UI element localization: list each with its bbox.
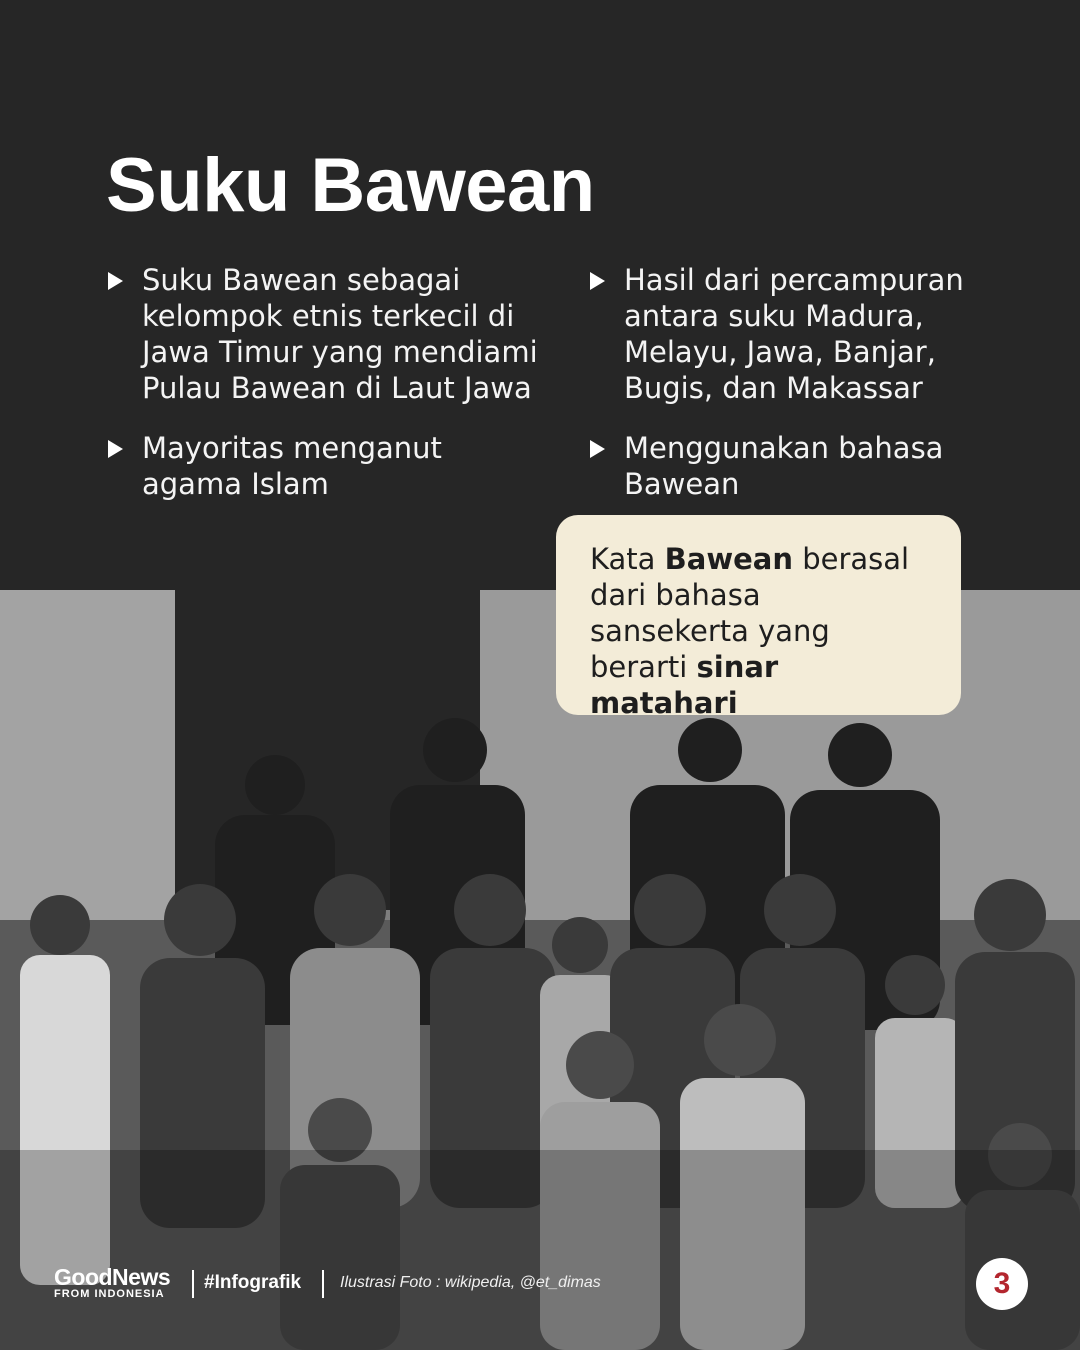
list-item [106, 430, 546, 502]
brand-logo: GoodNews [54, 1264, 171, 1290]
triangle-bullet-icon [590, 440, 605, 458]
divider [322, 1270, 324, 1298]
triangle-bullet-icon [108, 272, 123, 290]
page-title: Suku Bawean [106, 143, 595, 228]
bullet-text: Menggunakan bahasa Bawean [624, 431, 944, 501]
list-item [106, 262, 546, 406]
callout-text: berasal dari bahasa sansekerta yang berarti [590, 542, 910, 684]
bullet-text: Mayoritas menganut agama Islam [142, 431, 442, 501]
header-panel [0, 0, 1080, 590]
left-bullet-list [106, 262, 546, 526]
triangle-bullet-icon [590, 272, 605, 290]
page-number-badge: 3 [976, 1258, 1028, 1310]
bullet-text: Hasil dari percampuran antara suku Madura, Melayu, Jawa, Banjar, Bugis, dan Makassar [624, 263, 964, 405]
triangle-bullet-icon [108, 440, 123, 458]
list-item [588, 262, 1008, 406]
fact-callout [556, 515, 961, 720]
brand-logo-subtitle: FROM INDONESIA [54, 1288, 165, 1300]
divider [192, 1270, 194, 1298]
right-bullet-list [588, 262, 1008, 526]
footer [54, 1262, 1054, 1306]
bullet-text: Suku Bawean sebagai kelompok etnis terkecil di Jawa Timur yang mendiami Pulau Bawean di Laut Jawa [142, 263, 538, 405]
list-item [588, 430, 1008, 502]
photo-credit: Ilustrasi Foto : wikipedia, @et_dimas [340, 1274, 601, 1291]
callout-text: Kata [590, 542, 665, 576]
callout-highlight: Bawean [664, 542, 793, 576]
hashtag-label: #Infografik [204, 1272, 302, 1293]
callout-highlight: sinar matahari [590, 650, 779, 720]
